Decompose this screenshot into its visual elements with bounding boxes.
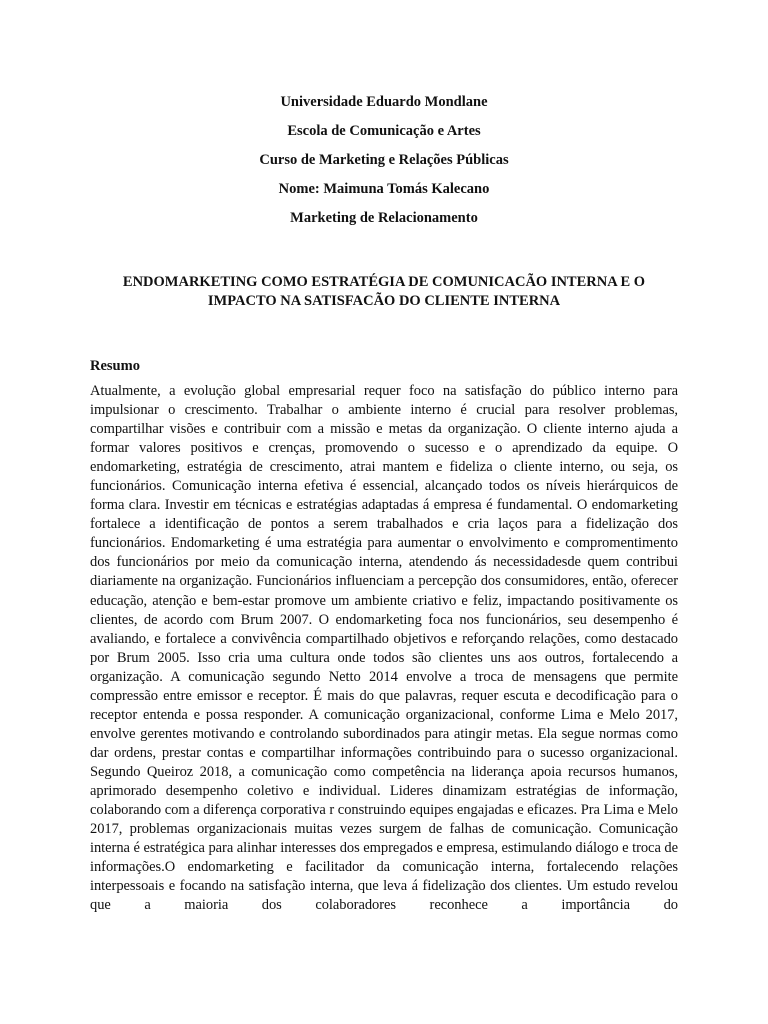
author-name: Nome: Maimuna Tomás Kalecano <box>278 181 490 197</box>
document-title <box>90 273 678 311</box>
abstract-body: Atualmente, a evolução global empresarial requer foco na satisfação do público interno para impulsionar o crescimento. Trabalhar o ambiente interno é crucial para resolver problemas, compartilhar visões e contribuir com a missão e metas da organização. O cliente interno ajuda a formar valores positivos e crenças, promovendo o sucesso e o aprendizado da equipe. O endomarketing, estratégia de crescimento, atrai mantem e fideliza o cliente interno, ou seja, os funcionários. Comunicação interna efetiva é essencial, alcançado todos os níveis hierárquicos de forma clara. Investir em técnicas e estratégias adaptadas á empresa é fundamental. O endomarketing fortalece a identificação de pontos a serem trabalhados e cria laços para a fidelização dos funcionários. Endomarketing é uma estratégia para aumentar o envolvimento e compromentimento dos funcionários por meio da comunicação interna, atendendo ás necessidadesde quem contribui diariamente na organização. Funcionários influenciam a percepção dos consumidores, então, oferecer educação, atenção e bem-estar promove um ambiente criativo e feliz, impactando positivamente os clientes, de acordo com Brum 2007. O endomarketing foca nos funcionários, seu desempenho é avaliando, e fortalece a convivência compartilhado objetivos e reforçando relações, como destacado por Brum 2005. Isso cria uma cultura onde todos são clientes uns aos outros, fortalecendo a organização. A comunicação segundo Netto 2014 envolve a troca de mensagens que permite compressão entre emissor e receptor. É mais do que palavras, requer escuta e decodificação para o receptor entenda e possa responder. A comunicação organizacional, conforme Lima e Melo 2017, envolve gerentes motivando e controlando subordinados para atingir metas. Ela segue normas como dar ordens, prestar contas e compartilhar informações contribuindo para o sucesso organizacional. Segundo Queiroz 2018, a comunicação como competência na liderança apoia recursos humanos, aprimorado desempenho coletivo e individual. Lideres dinamizam estratégias de informação, colaborando com a diferença corporativa r construindo equipes engajadas e eficazes. Pra Lima e Melo 2017, problemas organizacionais muitas vezes surgem de falhas de comunicação. Comunicação interna é estratégica para alinhar interesses dos empregados e empresa, estimulando diálogo e troca de informações.O endomarketing e facilitador da comunicação interna, fortalecendo relações interpessoais e focando na satisfação interna, que leva á fidelização dos clientes. Um estudo revelou que a maioria dos colaboradores reconhece a importância do <box>90 383 678 914</box>
school-name: Escola de Comunicação e Artes <box>287 123 481 139</box>
abstract-heading: Resumo <box>90 358 140 374</box>
title-line-1: ENDOMARKETING COMO ESTRATÉGIA DE COMUNICACÃO INTERNA E O <box>122 274 646 290</box>
subject-name: Marketing de Relacionamento <box>290 210 478 226</box>
course-name: Curso de Marketing e Relações Públicas <box>259 152 509 168</box>
university-name: Universidade Eduardo Mondlane <box>280 94 488 110</box>
document-page <box>90 88 678 915</box>
title-line-2: IMPACTO NA SATISFACÃO DO CLIENTE INTERNA <box>207 293 561 309</box>
